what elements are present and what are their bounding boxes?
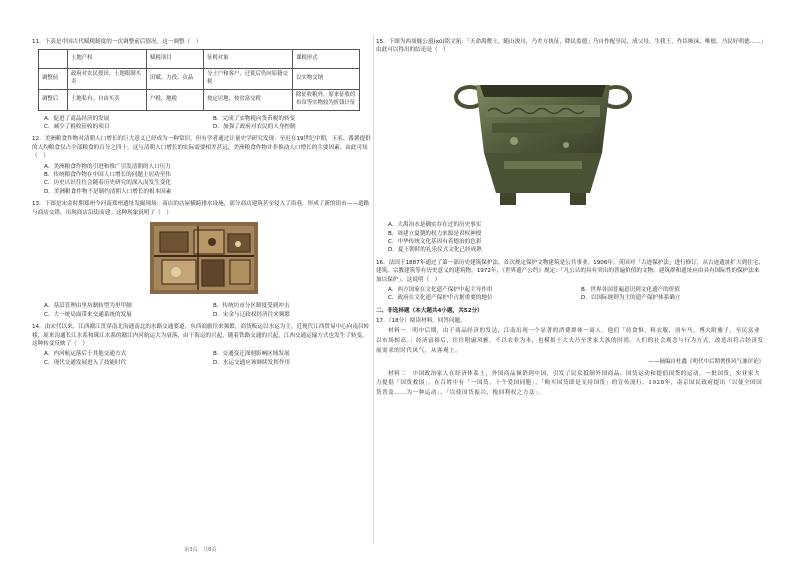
question-13-stem: 13．下图是宋金时期郑州今河南郑州遗址发掘现场：商店的店屋横跨排水设施，部分商店建筑甚至侵入了街巷，形成了新的街市——道路与商店交错，出现商店沿街而建。这种现象说明了（ ） — [32, 201, 370, 216]
option-a[interactable]: A．大禹治水是确实存在过的历史事实 — [388, 222, 482, 229]
tax-reform-table — [38, 49, 360, 110]
question-11-stem: 11．下表是中国古代赋税制度的一次调整前后情况。这一调整（ ） — [32, 39, 202, 45]
option-b[interactable]: B．世界各国普遍意识到文化遗产的价值 — [581, 286, 680, 293]
material-one-source: ——摘编自杜鑫《明代中后期奢侈风气兼评论》 — [648, 359, 764, 366]
table-header-cell — [39, 50, 68, 69]
table-cell: 分土户和客户，迁徙后仍向原籍交税 — [204, 69, 293, 90]
material-one: 材料一 明中后期，由于商品经济的发达，江南出现一个显著的消费群体一商人。他们「持食惧，料衣服，羽车马，博夫附雅子，至民富业以市场相高。」经济富裕后，往往附庸风雅，不以农业为本，也模拟士大夫乃至世家大族的时尚。人们的社会观念与行为方式，改造出符合经济发展需求的时代风气，从客观上。 — [376, 328, 764, 354]
table-header-cell: 课税形式 — [293, 50, 360, 69]
table-cell: 以实物交纳 — [293, 69, 360, 90]
question-16 — [376, 259, 764, 303]
question-14 — [32, 323, 372, 367]
question-15-options — [388, 221, 764, 255]
table-cell: 按定居地，按贫富交税 — [204, 90, 293, 111]
table-header-cell: 土地产权 — [68, 50, 147, 69]
question-12 — [32, 135, 372, 196]
table-cell: 调整后 — [39, 90, 68, 111]
option-b[interactable]: B．完成了实物税向货币税的转变 — [213, 115, 296, 122]
question-15 — [376, 38, 764, 255]
option-a[interactable]: A．基层管理由里坊制转型为里甲制 — [44, 303, 132, 310]
table-cell: 政府对农民授田，土地限制买卖 — [68, 69, 147, 90]
option-d[interactable]: D．美洲粮食作物不是制约清朝人口增长的根本因素 — [44, 188, 172, 195]
table-cell: 田赋、力役、贡品 — [147, 69, 204, 90]
question-17-stem: 17．（18分）阅读材料，回答问题。 — [376, 318, 466, 325]
table-cell: 调整前 — [39, 69, 68, 90]
option-d[interactable]: D．夏王朝时的礼乐仪式文化已经成熟 — [388, 247, 482, 254]
question-13-options — [44, 302, 372, 319]
option-c[interactable]: C．减少了税收征收的项目 — [44, 124, 110, 131]
option-c[interactable]: C．大一统局面带来交通系统的发展 — [44, 311, 132, 318]
right-column — [376, 38, 764, 398]
question-12-options — [44, 163, 372, 197]
question-16-options — [388, 286, 764, 303]
question-14-options — [44, 350, 372, 367]
question-14-stem: 14．由宋代以来，江西赣江贯穿南北沟通南北的水路交通要道，东西商旅往来频繁，商货贩运以水运为主，近现代江西贸易中心向南昌转移，原来沟通长江水系和珠江水系的赣江内河航运大为衰落，由于海运的兴起，随着铁路交通的兴起，江西交通运输方式也发生了转变，这种转变反映了（ ） — [32, 324, 370, 347]
bronze-vessel-photo — [448, 61, 638, 213]
question-16-stem: 16．法国于1887年通过了第一部历史建筑保护法，首次规定保护文物建筑是公共事业。1906年，英国对「古迹保护法」进行修订，从古迹遗址扩大到住宅、建筑、宗教建筑等有历史意义的建筑物。1972年，《世界遗产公约》规定：「凡公认的具有突出的普遍价值的文物、建筑群和遗址应由具有国际性的保护法来加以保护」。这说明（ ） — [376, 259, 764, 283]
option-b[interactable]: B．传统坊市分区制度受到冲击 — [213, 303, 290, 310]
left-column — [32, 38, 372, 371]
question-11-options — [44, 115, 372, 132]
option-a[interactable]: A．西方国家在文化遗产保护中起主导作用 — [388, 286, 493, 293]
column-divider — [373, 34, 374, 544]
question-13 — [32, 200, 372, 319]
table-row — [39, 69, 360, 90]
option-b[interactable]: B．周建立夏朝的权力来源是君权神授 — [388, 230, 482, 237]
table-cell: 土地私有，自由买卖 — [68, 90, 147, 111]
question-11 — [32, 38, 372, 131]
option-a[interactable]: A．内河航运落后于其他交通方式 — [44, 351, 127, 358]
option-b[interactable]: B．传统粮食作物在中国人口增长的问题上居功至伟 — [44, 172, 171, 179]
excavation-site-photo — [150, 222, 258, 294]
option-c[interactable]: C．政府在文化遗产保护中占据重要的地位 — [388, 295, 493, 302]
option-a[interactable]: A．美洲粮食作物的引进和推广引发清朝的人口压力 — [44, 163, 171, 170]
table-header-cell: 征税对象 — [204, 50, 293, 69]
table-cell: 户税、地税 — [147, 90, 204, 111]
option-c[interactable]: C．历史认识往往会随着历史研究的深入而发生变化 — [44, 180, 171, 187]
table-row — [39, 90, 360, 111]
material-two: 材料二 中国政治家人在经济体系上，外国商品倾销到中国，引发了民众抵制外国商品、国货运动和提倡国货的运动。一批国货，实业家大力提倡「国货救国」，在百姓中有「一国货，十个爱国同胞」，「购买国货即是支持国货」的宣传流行。1928年，南京国民政府提出「以使全国国货普及……为一种运动」、「以使国货振兴，挽回利权之方法」。 — [376, 370, 763, 396]
table-header-cell: 赋税项目 — [147, 50, 204, 69]
option-c[interactable]: C．中华传统文化基因有着德治的色彩 — [388, 238, 482, 245]
question-15-stem: 15．下图为西周燧公盨(xǔ)铭文拓：「天命禹敷土，随山浚川，乃差方执征，降民监德」乃自作配享民，成父母。生我王，作臣厥沬，唯德，乃民好明德……」由此可以得出的结论是（ ） — [376, 39, 764, 54]
page-number: 第3页 共8页 — [184, 547, 217, 553]
option-c[interactable]: C．现代交通发展进入了技能时代 — [44, 359, 127, 366]
option-a[interactable]: A．促进了商品经济的发展 — [44, 115, 110, 122]
question-12-stem: 12．美洲粮食作物对清朝人口增长的巨大意义已经成为一种常识。但有学者通过计量史学研究发现：至迟在19世纪中期，玉米、番薯提供的人均粮食仅占全部粮食的百分之四十，这与清朝人口增长的实际需要相差甚远，美洲粮食作物并非推动人口增长的主要因素。由此可知（ ） — [32, 136, 371, 160]
section-title: 二、非选择题（本大题共4小题，共52分） — [376, 307, 483, 314]
option-d[interactable]: D．水运交通应该继续发挥作用 — [213, 359, 291, 366]
table-header-row — [39, 50, 360, 69]
table-cell: 除征收粮外，原来征收的布帛等实物较为折钱计征 — [293, 90, 360, 111]
option-b[interactable]: B．交通变迁深刻影响区域发展 — [213, 351, 290, 358]
option-d[interactable]: D．加强了政府对农民的人身控制 — [213, 124, 296, 131]
option-d[interactable]: D．以国际规则为主的遗产保护体系确立 — [581, 295, 681, 302]
option-d[interactable]: D．宋金与辽政权经济往来频繁 — [213, 311, 291, 318]
